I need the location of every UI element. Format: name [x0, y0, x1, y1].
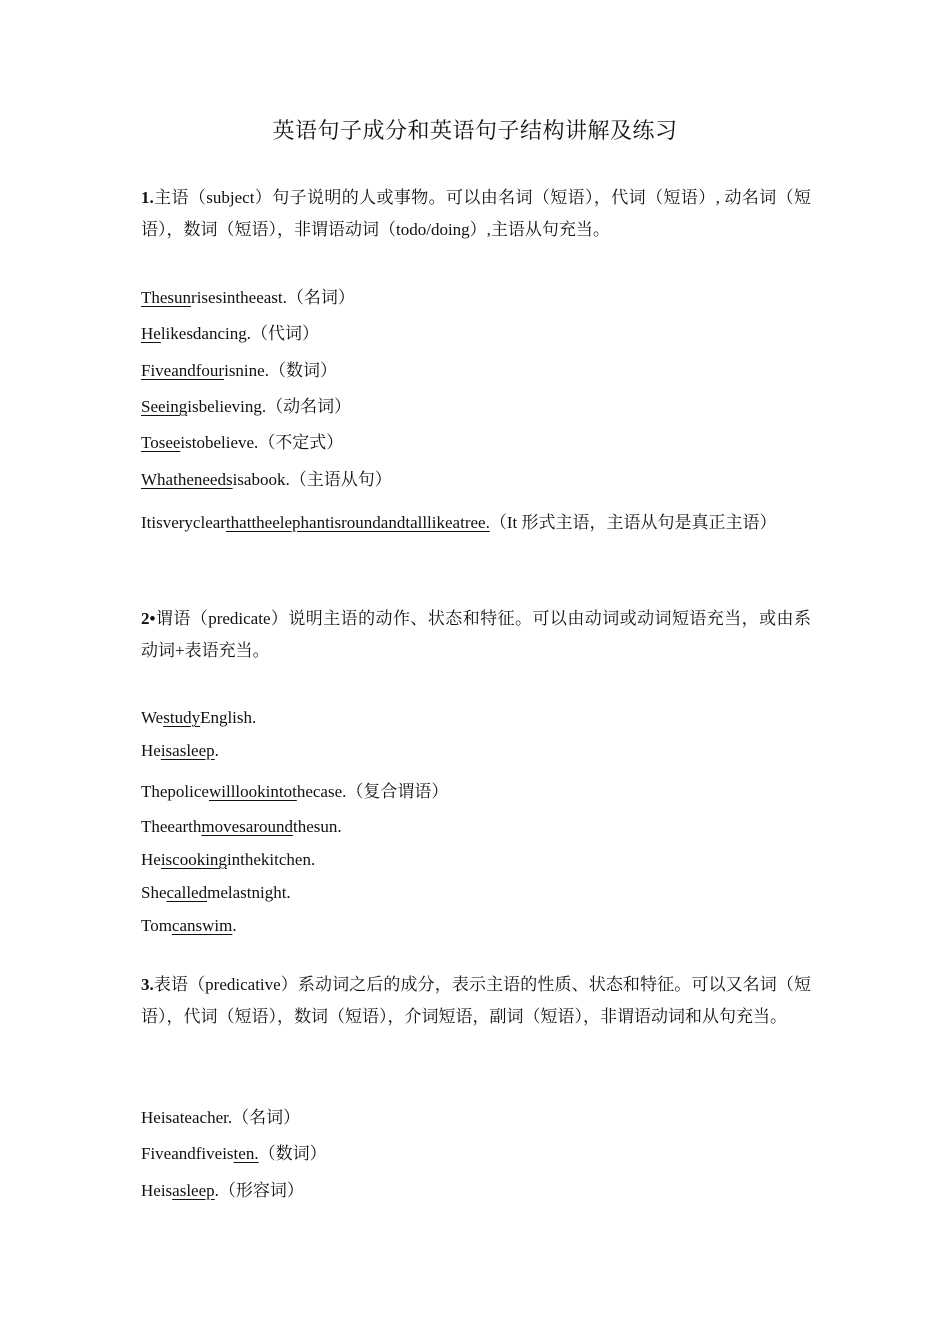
- sentence-rest: likesdancing.: [160, 324, 251, 343]
- predicate-part: study: [163, 708, 201, 727]
- predicate-part: isasleep: [160, 741, 215, 760]
- predicate-example-7: [141, 914, 821, 938]
- subject-example-5: [141, 431, 821, 455]
- example-note: （名词）: [286, 288, 355, 307]
- section-2-text: 谓语（predicate）说明主语的动作、状态和特征。可以由动词或动词短语充当，或由系动词+表语充当。: [141, 609, 811, 660]
- example-note: （It 形式主语，主语从句是真正主语）: [489, 513, 777, 532]
- predicative-example-2: [141, 1142, 821, 1166]
- subject-example-2: [141, 322, 821, 346]
- sentence-start: Heisateacher.: [141, 1108, 233, 1127]
- subject-example-4: [141, 395, 821, 419]
- sentence-end: .: [214, 1181, 219, 1200]
- predicative-part: asleep: [172, 1181, 215, 1200]
- sentence-start: He: [141, 741, 161, 760]
- subject-example-6: [141, 468, 821, 492]
- predicate-example-6: [141, 881, 821, 905]
- subject-example-1: [141, 286, 821, 310]
- section-2-definition: [141, 603, 811, 667]
- predicative-part: ten.: [233, 1144, 259, 1163]
- subject-clause: thattheelephantisroundandtalllikeatree.: [225, 513, 490, 532]
- section-3-definition: [141, 969, 811, 1033]
- page-title: 英语句子成分和英语句子结构讲解及练习: [272, 118, 678, 143]
- sentence-start: She: [141, 883, 167, 902]
- section-3-number: 3.: [141, 975, 154, 994]
- example-note: （主语从句）: [289, 470, 392, 489]
- predicate-part: canswim: [171, 916, 233, 935]
- subject-example-it: [141, 507, 801, 539]
- predicate-example-1: [141, 706, 821, 730]
- sentence-rest: isbelieving.: [187, 397, 267, 416]
- example-note: （数词）: [268, 361, 337, 380]
- sentence-start: Fiveandfiveis: [141, 1144, 234, 1163]
- subject-part: Seeing: [141, 397, 188, 416]
- predicate-example-3: [141, 780, 821, 804]
- sentence-end: .: [232, 916, 237, 935]
- sentence-start: Theearth: [141, 817, 202, 836]
- sentence-end: .: [214, 741, 219, 760]
- section-1-number: 1.: [141, 188, 154, 207]
- sentence-end: inthekitchen.: [226, 850, 316, 869]
- predicate-part: willlookintot: [208, 782, 297, 801]
- example-note: （名词）: [232, 1108, 301, 1127]
- predicative-example-3: [141, 1179, 821, 1203]
- subject-part: Thesun: [141, 288, 192, 307]
- section-3-text: 表语（predicative）系动词之后的成分，表示主语的性质、状态和特征。可以又名词（短语），代词（短语），数词（短语），介词短语，副词（短语），非谓语动词和从句充当。: [141, 975, 811, 1026]
- sentence-start: Thepolice: [141, 782, 209, 801]
- sentence-rest: isnine.: [224, 361, 269, 380]
- predicate-part: iscooking: [160, 850, 227, 869]
- sentence-end: English.: [200, 708, 257, 727]
- example-note: （代词）: [251, 324, 319, 343]
- subject-part: Tosee: [141, 433, 181, 452]
- sentence-rest: istobelieve.: [180, 433, 259, 452]
- subject-part: He: [141, 324, 161, 343]
- sentence-end: thesun.: [293, 817, 342, 836]
- subject-part: Fiveandfour: [141, 361, 225, 380]
- predicative-example-1: [141, 1106, 821, 1130]
- sentence-start: We: [141, 708, 164, 727]
- sentence-rest: risesintheeast.: [191, 288, 287, 307]
- sentence-end: melastnight.: [207, 883, 291, 902]
- sentence-rest: isabook.: [232, 470, 290, 489]
- subject-example-3: [141, 359, 821, 383]
- predicate-part: movesaround: [201, 817, 293, 836]
- example-note: （动名词）: [266, 397, 352, 416]
- section-1-text: 主语（subject）句子说明的人或事物。可以由名词（短语），代词（短语）, 动名词（短语），数词（短语），非谓语动词（todo/doing）,主语从句充当。: [141, 188, 811, 239]
- sentence-start: He: [141, 850, 161, 869]
- section-2-number: 2•: [141, 609, 156, 628]
- subject-part: Whatheneeds: [141, 470, 233, 489]
- sentence-start: Tom: [141, 916, 172, 935]
- predicate-example-2: [141, 739, 821, 763]
- sentence-start: Itisveryclear: [141, 513, 226, 532]
- predicate-part: called: [166, 883, 208, 902]
- sentence-start: Heis: [141, 1181, 173, 1200]
- sentence-end: hecase.: [296, 782, 347, 801]
- example-note: （数词）: [258, 1144, 327, 1163]
- section-1-definition: [141, 182, 811, 246]
- predicate-example-5: [141, 848, 821, 872]
- example-note: （形容词）: [218, 1181, 304, 1200]
- example-note: （复合谓语）: [346, 782, 449, 801]
- example-note: （不定式）: [258, 433, 344, 452]
- predicate-example-4: [141, 815, 821, 839]
